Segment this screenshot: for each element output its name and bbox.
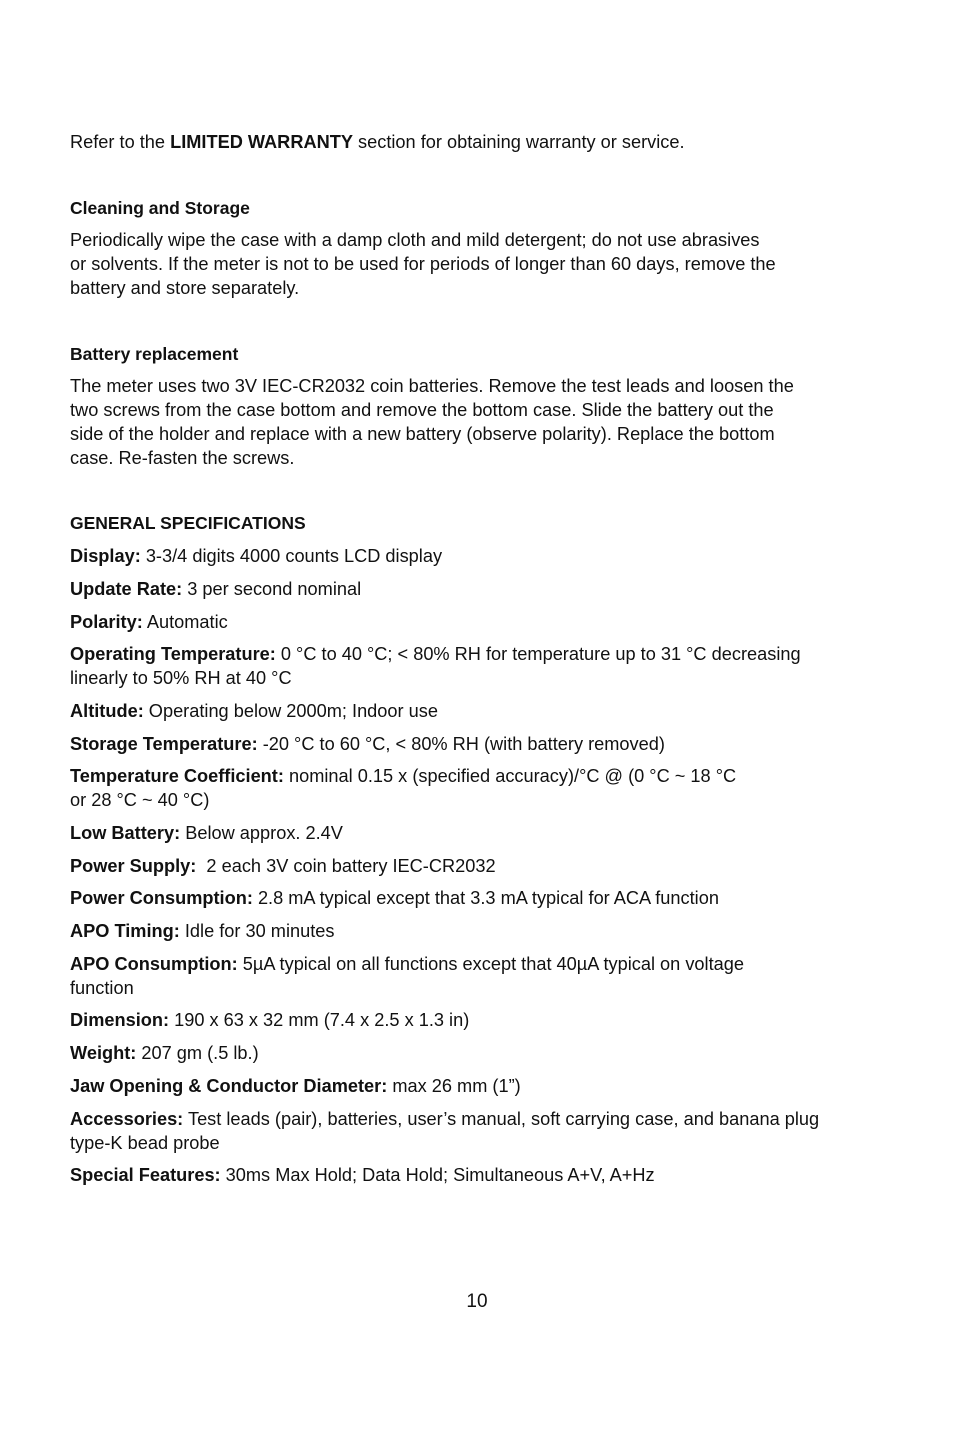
spec-storage-temperature: Storage Temperature: -20 °C to 60 °C, < 80% RH (with battery removed) xyxy=(70,734,665,754)
cleaning-line: or solvents. If the meter is not to be used for periods of longer than 60 days, remove the xyxy=(70,254,776,274)
intro-prefix: Refer to the xyxy=(70,132,171,152)
spec-jaw-opening: Jaw Opening & Conductor Diameter: max 26 mm (1”) xyxy=(70,1076,521,1096)
spec-special-features: Special Features: 30ms Max Hold; Data Hold; Simultaneous A+V, A+Hz xyxy=(70,1165,655,1185)
cleaning-heading: Cleaning and Storage xyxy=(70,198,250,218)
spec-weight: Weight: 207 gm (.5 lb.) xyxy=(70,1043,259,1063)
spec-apo-timing: APO Timing: Idle for 30 minutes xyxy=(70,921,335,941)
intro-emphasis: LIMITED WARRANTY xyxy=(170,132,353,152)
spec-accessories: Accessories: Test leads (pair), batteries, user’s manual, soft carrying case, and banana plug type-K bead probe xyxy=(70,1109,820,1153)
spec-altitude: Altitude: Operating below 2000m; Indoor use xyxy=(70,701,438,721)
cleaning-paragraph xyxy=(70,228,890,300)
spec-update-rate: Update Rate: 3 per second nominal xyxy=(70,579,362,599)
battery-line: two screws from the case bottom and remove the bottom case. Slide the battery out the xyxy=(70,400,774,420)
spec-polarity: Polarity: Automatic xyxy=(70,612,228,632)
battery-line: side of the holder and replace with a new battery (observe polarity). Replace the bottom xyxy=(70,424,775,444)
spec-operating-temperature: Operating Temperature: 0 °C to 40 °C; < 80% RH for temperature up to 31 °C decreasing linearly to 50% RH at 40 °C xyxy=(70,644,801,688)
spec-power-supply: Power Supply: 2 each 3V coin battery IEC-CR2032 xyxy=(70,856,496,876)
battery-heading: Battery replacement xyxy=(70,344,239,364)
battery-line: The meter uses two 3V IEC-CR2032 coin batteries. Remove the test leads and loosen the xyxy=(70,376,794,396)
spec-temperature-coefficient: Temperature Coefficient: nominal 0.15 x (specified accuracy)/°C @ (0 °C ~ 18 °C or 28 °C ~ 40 °C) xyxy=(70,766,737,810)
page-number: 10 xyxy=(466,1291,488,1312)
spec-dimension: Dimension: 190 x 63 x 32 mm (7.4 x 2.5 x 1.3 in) xyxy=(70,1010,470,1030)
specs-heading: GENERAL SPECIFICATIONS xyxy=(70,513,306,533)
spec-display: Display: 3-3/4 digits 4000 counts LCD display xyxy=(70,546,443,566)
cleaning-line: Periodically wipe the case with a damp cloth and mild detergent; do not use abrasives xyxy=(70,230,760,250)
spec-apo-consumption: APO Consumption: 5µA typical on all functions except that 40µA typical on voltage function xyxy=(70,954,744,998)
intro-paragraph xyxy=(70,130,890,154)
cleaning-line: battery and store separately. xyxy=(70,278,300,298)
battery-paragraph xyxy=(70,374,890,470)
intro-suffix: section for obtaining warranty or service. xyxy=(352,132,685,152)
spec-power-consumption: Power Consumption: 2.8 mA typical except that 3.3 mA typical for ACA function xyxy=(70,888,719,908)
spec-low-battery: Low Battery: Below approx. 2.4V xyxy=(70,823,343,843)
battery-line: case. Re-fasten the screws. xyxy=(70,448,295,468)
